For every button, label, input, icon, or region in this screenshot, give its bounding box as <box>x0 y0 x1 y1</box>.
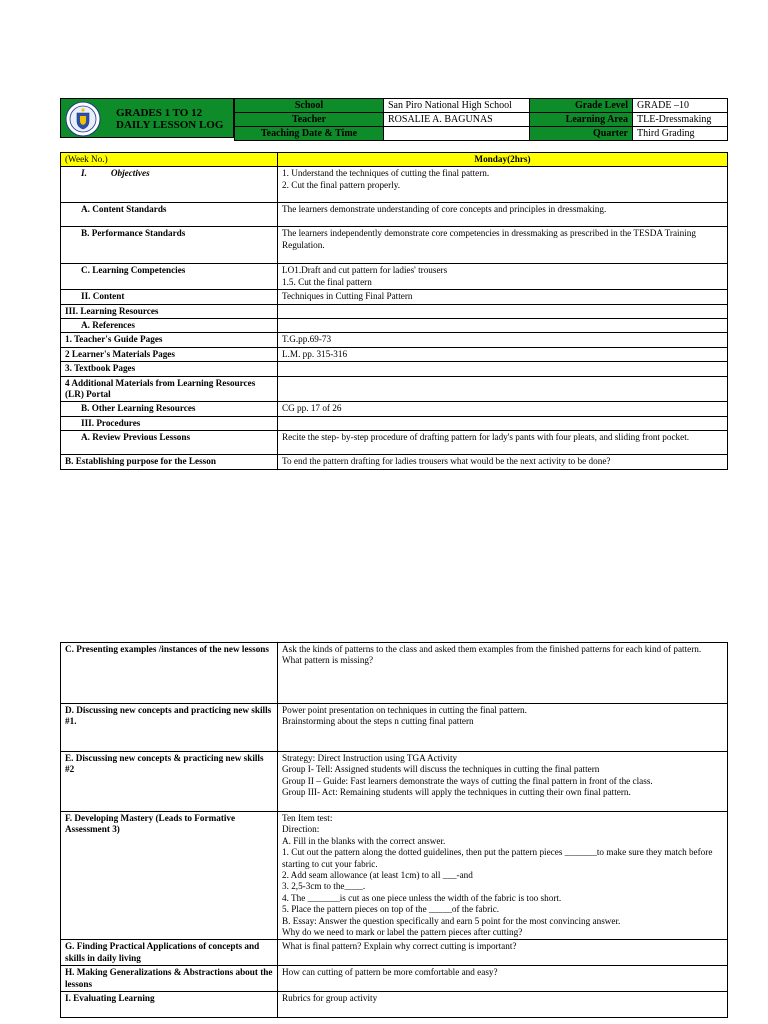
value-line: 2. Add seam allowance (at least 1cm) to all ___-and <box>282 870 473 881</box>
row-value <box>278 376 728 402</box>
logo-cell <box>60 98 104 138</box>
quarter-value: Third Grading <box>633 127 728 141</box>
learning-area-label: Learning Area <box>530 113 633 127</box>
learning-area-value: TLE-Dressmaking <box>633 113 728 127</box>
row-label: C. Learning Competencies <box>61 264 278 290</box>
row-value <box>278 812 728 940</box>
value-line: 3. 2,5-3cm to the____. <box>282 881 366 892</box>
row-label: C. Presenting examples /instances of the new lessons <box>61 643 278 704</box>
row-label: III. Learning Resources <box>61 304 278 318</box>
row-label: 4 Additional Materials from Learning Resources (LR) Portal <box>61 376 278 402</box>
lesson-table-2 <box>60 642 728 1018</box>
value-line: 4. The _______is cut as one piece unless the width of the fabric is too short. <box>282 892 562 903</box>
value-line: Power point presentation on techniques in cutting the final pattern. <box>282 705 527 715</box>
value-line: 1. Understand the techniques of cutting the final pattern. <box>282 168 490 179</box>
row-value: CG pp. 17 of 26 <box>278 402 728 416</box>
deped-seal-icon <box>63 100 103 138</box>
row-label: 2 Learner's Materials Pages <box>61 347 278 361</box>
row-value: T.G.pp.69-73 <box>278 333 728 347</box>
value-line: Ten Item test: <box>282 813 333 823</box>
lesson-log-title <box>104 98 234 138</box>
quarter-label: Quarter <box>530 127 633 141</box>
row-value: Ask the kinds of patterns to the class and asked them examples from the finished patterns for each kind of pattern. What pattern is missing? <box>278 643 728 704</box>
value-line: A. Fill in the blanks with the correct answer. <box>282 835 446 846</box>
row-label: 1. Teacher's Guide Pages <box>61 333 278 347</box>
row-value: What is final pattern? Explain why correct cutting is important? <box>278 940 728 966</box>
row-label: A. Content Standards <box>61 203 278 227</box>
row-label: A. References <box>61 319 278 333</box>
value-line: Group III- Act: Remaining students will apply the techniques in cutting their own final pattern. <box>282 787 631 798</box>
row-label: H. Making Generalizations & Abstractions about the lessons <box>61 966 278 992</box>
row-label: F. Developing Mastery (Leads to Formative Assessment 3) <box>61 812 278 940</box>
school-label: School <box>235 99 384 113</box>
row-label <box>61 167 278 203</box>
row-label: B. Establishing purpose for the Lesson <box>61 455 278 469</box>
title-line-2: DAILY LESSON LOG <box>116 119 224 131</box>
value-line: 5. Place the pattern pieces on top of the _____of the fabric. <box>282 904 500 915</box>
row-label: B. Other Learning Resources <box>61 402 278 416</box>
row-label: A. Review Previous Lessons <box>61 431 278 455</box>
row-value <box>278 264 728 290</box>
row-label: II. Content <box>61 290 278 304</box>
teaching-date-label: Teaching Date & Time <box>235 127 384 141</box>
row-label: B. Performance Standards <box>61 227 278 264</box>
value-line: Group II – Guide: Fast learners demonstrate the ways of cutting the final pattern in front of the class. <box>282 775 653 786</box>
value-line: 1. Cut out the pattern along the dotted guidelines, then put the pattern pieces _______to make sure they match before starting to cut your fabric. <box>282 847 713 869</box>
row-label: 3. Textbook Pages <box>61 362 278 376</box>
row-value <box>278 362 728 376</box>
teacher-value: ROSALIE A. BAGUNAS <box>384 113 530 127</box>
title-line-1: GRADES 1 TO 12 <box>116 107 203 119</box>
value-line: 2. Cut the final pattern properly. <box>282 179 401 190</box>
value-line: Direction: <box>282 824 320 835</box>
row-value <box>278 304 728 318</box>
value-line: Strategy: Direct Instruction using TGA Activity <box>282 753 458 763</box>
row-value <box>278 416 728 430</box>
header-info-grid <box>234 98 728 138</box>
row-value: The learners demonstrate understanding of core concepts and principles in dressmaking. <box>278 203 728 227</box>
value-line: 1.5. Cut the final pattern <box>282 276 372 287</box>
value-line: B. Essay: Answer the question specifically and earn 5 point for the most convincing answer. <box>282 915 621 926</box>
row-label: E. Discussing new concepts & practicing new skills #2 <box>61 752 278 812</box>
row-value: Recite the step- by-step procedure of drafting pattern for lady's pants with four pleats, and sliding front pocket. <box>278 431 728 455</box>
row-value <box>278 752 728 812</box>
teacher-label: Teacher <box>235 113 384 127</box>
grade-level-value: GRADE –10 <box>633 99 728 113</box>
value-line: Group I- Tell: Assigned students will discuss the techniques in cutting the final pattern <box>282 764 600 775</box>
row-value <box>278 167 728 203</box>
objectives-label: Objectives <box>110 168 150 179</box>
value-line: Why do we need to mark or label the pattern pieces after cutting? <box>282 927 523 938</box>
roman-numeral: I. <box>81 168 87 179</box>
row-value: How can cutting of pattern be more comfortable and easy? <box>278 966 728 992</box>
row-value: Techniques in Cutting Final Pattern <box>278 290 728 304</box>
row-value <box>278 319 728 333</box>
row-label: I. Evaluating Learning <box>61 992 278 1018</box>
value-line: Brainstorming about the steps n cutting final pattern <box>282 716 474 727</box>
row-value <box>278 704 728 752</box>
lesson-table-1 <box>60 152 728 470</box>
school-value: San Piro National High School <box>384 99 530 113</box>
row-label: III. Procedures <box>61 416 278 430</box>
grade-level-label: Grade Level <box>530 99 633 113</box>
row-label: G. Finding Practical Applications of concepts and skills in daily living <box>61 940 278 966</box>
teaching-date-value <box>384 127 530 141</box>
row-label: D. Discussing new concepts and practicing new skills #1. <box>61 704 278 752</box>
week-label: (Week No.) <box>61 153 278 167</box>
day-label: Monday(2hrs) <box>278 153 728 167</box>
row-value: To end the pattern drafting for ladies trousers what would be the next activity to be done? <box>278 455 728 469</box>
row-value: The learners independently demonstrate core competencies in dressmaking as prescribed in the TESDA Training Regulation. <box>278 227 728 264</box>
value-line: LO1.Draft and cut pattern for ladies' trousers <box>282 265 448 276</box>
row-value: L.M. pp. 315-316 <box>278 347 728 361</box>
row-value: Rubrics for group activity <box>278 992 728 1018</box>
